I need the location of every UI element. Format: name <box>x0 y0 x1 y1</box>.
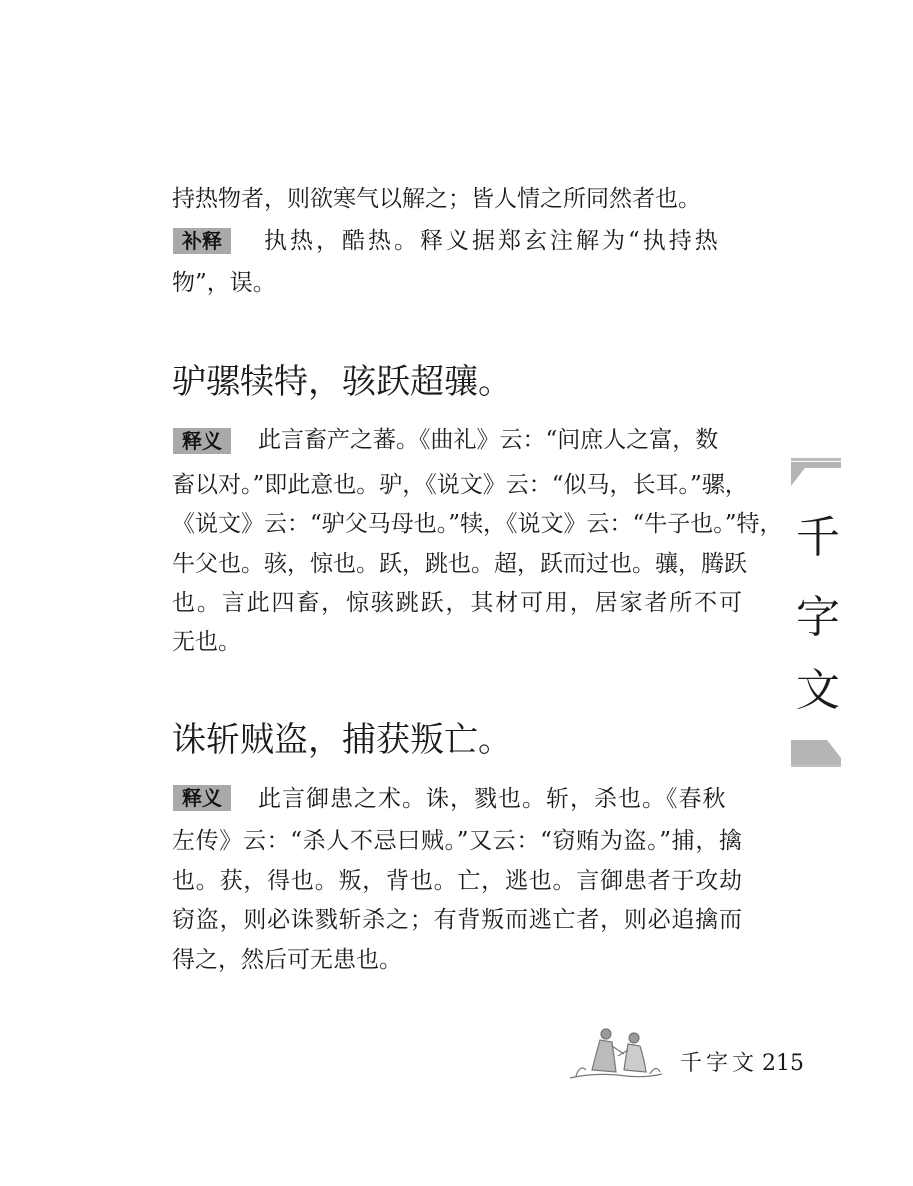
section1-line-2: 畜以对。”即此意也。驴，《说文》云：“似马，长耳。”骡， <box>172 472 748 498</box>
side-bracket-top <box>791 462 841 488</box>
side-title-char-2: 字 <box>796 592 840 643</box>
section2-line-2: 左传》云：“杀人不忌曰贼。”又云：“窃贿为盗。”捕，擒 <box>172 828 742 854</box>
section1-line-6: 无也。 <box>172 629 241 655</box>
section1-line-1: 此言畜产之蕃。《曲礼》云：“问庶人之富，数 <box>258 427 719 453</box>
side-bracket-bottom <box>791 738 841 764</box>
section1-line-4: 牛父也。骇，惊也。跃，跳也。超，跃而过也。骧，腾跃 <box>172 551 747 577</box>
section2-tag: 释义 <box>173 785 231 811</box>
section2-line-5: 得之，然后可无患也。 <box>172 947 402 973</box>
supplement-line-1: 执热，酷热。释义据郑玄注解为“执持热 <box>264 228 721 254</box>
footer-book-title: 千字文 <box>680 1051 759 1076</box>
side-rule-top <box>791 458 841 461</box>
two-figures-illustration-icon <box>566 1020 666 1084</box>
page-number: 215 <box>762 1051 804 1076</box>
side-title-char-1: 千 <box>796 512 840 563</box>
side-rule-bottom <box>791 764 841 767</box>
section1-tag: 释义 <box>173 428 231 454</box>
section2-line-1: 此言御患之术。诛，戮也。斩，杀也。《春秋 <box>258 786 727 812</box>
section1-line-5: 也。言此四畜，惊骇跳跃，其材可用，居家者所不可 <box>172 590 742 616</box>
side-title-char-3: 文 <box>796 665 840 716</box>
section1-heading: 驴骡犊特，骇跃超骧。 <box>172 362 512 402</box>
section2-heading: 诛斩贼盗，捕获叛亡。 <box>172 720 512 760</box>
supplement-line-2: 物”，误。 <box>172 270 276 296</box>
supplement-tag: 补释 <box>173 228 231 254</box>
section2-line-4: 窃盗，则必诛戮斩杀之；有背叛而逃亡者，则必追擒而 <box>172 907 742 933</box>
intro-line-1: 持热物者，则欲寒气以解之；皆人情之所同然者也。 <box>172 186 701 212</box>
section2-line-3: 也。获，得也。叛，背也。亡，逃也。言御患者于攻劫 <box>172 868 742 894</box>
section1-line-3: 《说文》云：“驴父马母也。”犊，《说文》云：“牛子也。”特， <box>172 511 783 537</box>
